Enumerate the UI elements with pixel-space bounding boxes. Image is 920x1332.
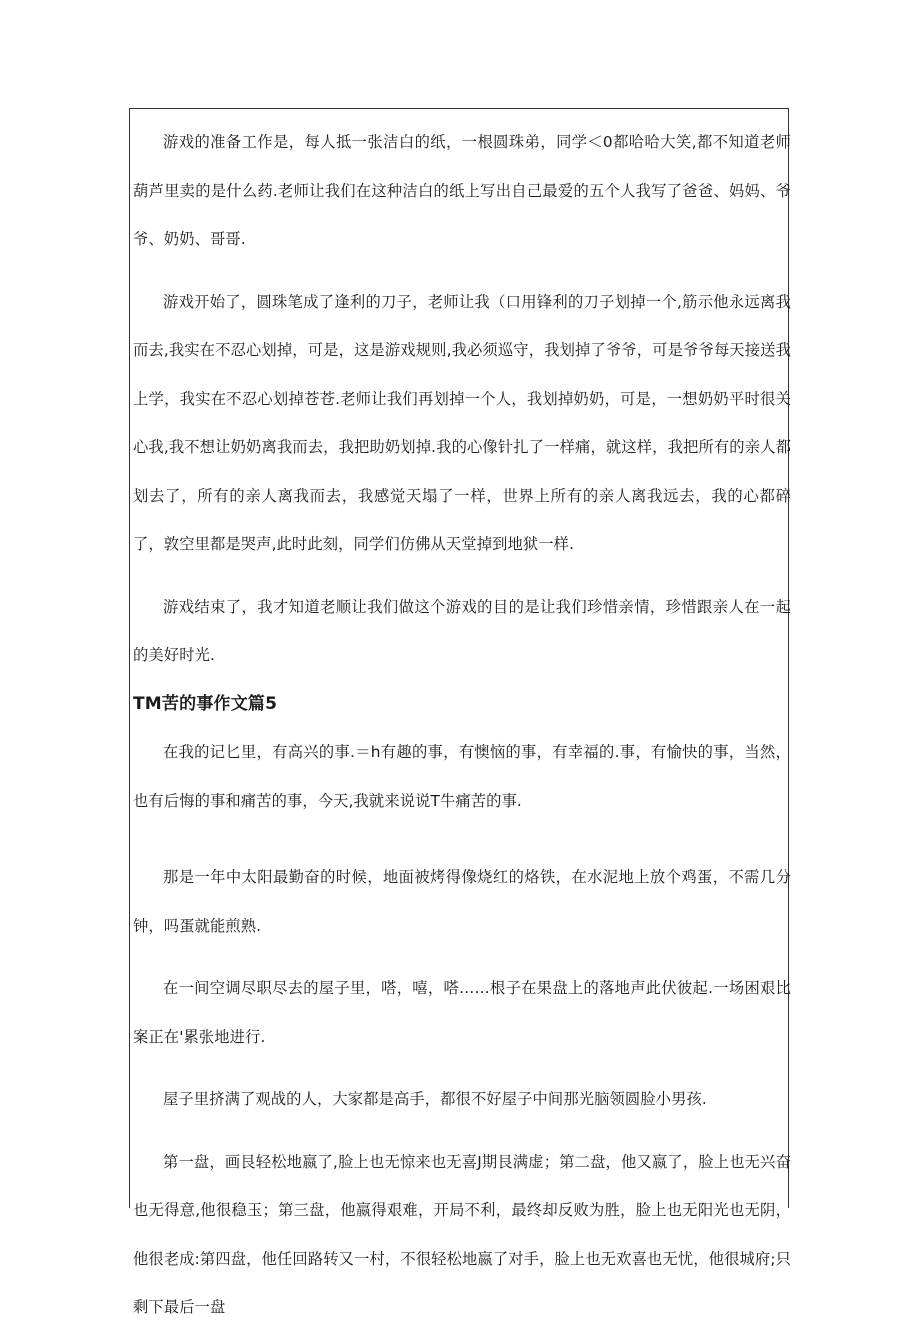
- section-heading: TM苦的事作文篇5: [133, 693, 278, 714]
- paragraph-hot-day: 那是一年中太阳最勤奋的时候，地面被烤得像烧红的烙铁，在水泥地上放个鸡蛋，不需几分钟，吗蛋就能煎熟.: [133, 868, 791, 935]
- paragraph-chess-room: 在一间空调尽职尽去的屋子里，嗒，嘻，嗒……根子在果盘上的落地声此伏彼起.一场困艰比案正在'累张地进行.: [133, 979, 791, 1046]
- paragraph-game-end: 游戏结束了，我才知道老顺让我们做这个游戏的目的是让我们珍惜亲情，珍惜跟亲人在一起的美好时光.: [133, 597, 791, 664]
- document-body: [133, 108, 791, 1332]
- paragraph-chess-games: 第一盘，画艮轻松地嬴了,脸上也无惊来也无喜J期艮满虚；第二盘，他又嬴了，脸上也无兴奋也无得意,他很稳玉；第三盘，他嬴得艰难，开局不利，最终却反败为胜，脸上也无阳光也无阴，他很老成:第四盘，他任回路转又一村，不很轻松地嬴了对手，脸上也无欢喜也无忧，他很城府;只剩下最后一盘: [133, 1152, 791, 1316]
- paragraph-game-start: 游戏开始了，圆珠笔成了逢利的刀子，老师让我（口用锋利的刀子划掉一个,筋示他永远离我而去,我实在不忍心划掉，可是，这是游戏规则,我必须巡守，我划掉了爷爷，可是爷爷每天接送我上学，我实在不忍心划掉苍苍.老师让我们再划掉一个人，我划掉奶奶，可是，一想奶奶平时很关心我,我不想让奶奶离我而去，我把助奶划掉.我的心像针扎了一样痛，就这样，我把所有的亲人都划去了，所有的亲人离我而去，我感觉天塌了一样，世界上所有的亲人离我远去，我的心都碎了，敦空里都是哭声,此时此刻，同学们仿佛从天堂掉到地狱一样.: [133, 292, 791, 553]
- paragraph-spectators: 屋子里挤满了观战的人，大家都是高手，都很不好屋子中间那光脑领圆脸小男孩.: [163, 1090, 707, 1108]
- paragraph-memory-intro: 在我的记匕里，有高兴的事.＝h有趣的事，有懊恼的事，有幸福的.事，有愉快的事，当然，也有后悔的事和痛苦的事，今天,我就来说说T牛痛苦的事.: [133, 743, 791, 810]
- paragraph-game-preparation: 游戏的准备工作是，每人抵一张洁白的纸，一根圆珠弟，同学＜0都哈哈大笑,都不知道老师葫芦里卖的是什么药.老师让我们在这种洁白的纸上写出自己最爱的五个人我写了爸爸、妈妈、爷爷、奶奶、哥哥.: [133, 133, 791, 248]
